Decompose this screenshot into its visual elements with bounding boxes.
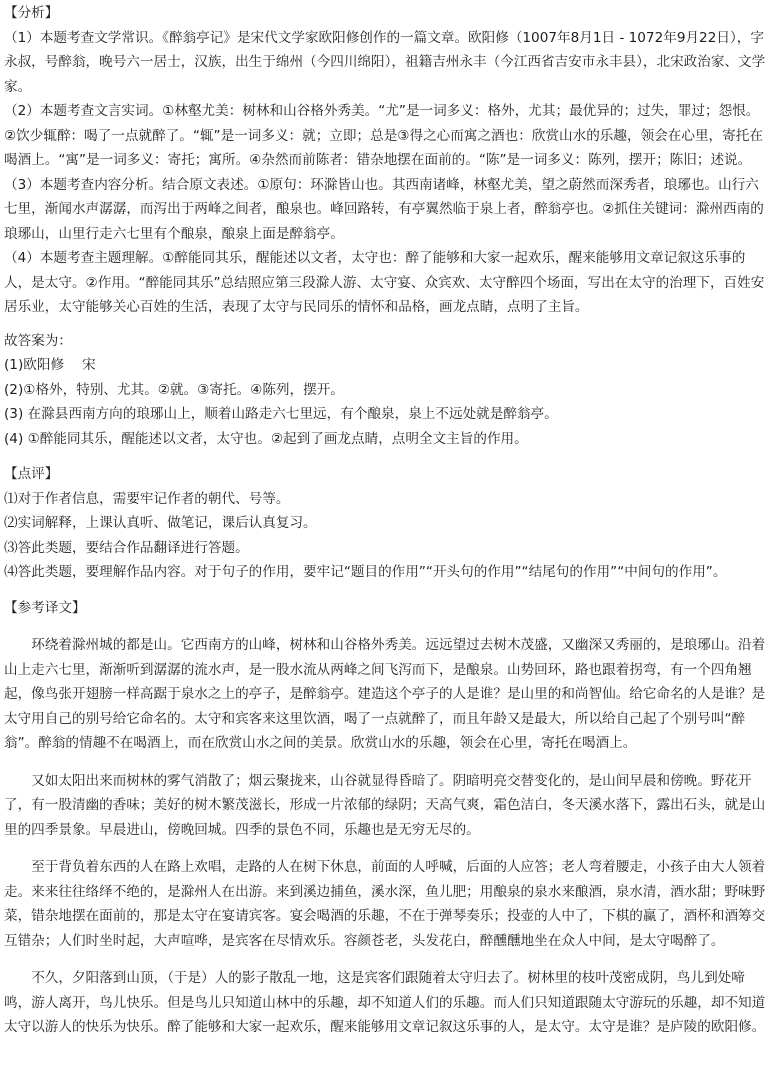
translation-paragraph-4: 不久，夕阳落到山顶，（于是）人的影子散乱一地，这是宾客们跟随着太守归去了。树林里的枝叶茂密成阴，鸟儿到处啼鸣，游人离开，鸟儿快乐。但是鸟儿只知道山林中的乐趣，却不知道人们的乐趣。而人们只知道跟随太守游玩的乐趣，却不知道太守以游人的快乐为快乐。醉了能够和大家一起欢乐，醒来能够用文章记叙这乐事的人，是太守。太守是谁？是庐陵的欧阳修。 [4,970,766,1035]
analysis-item-1: （1）本题考查文学常识。《醉翁亭记》是宋代文学家欧阳修创作的一篇文章。欧阳修（1007年8月1日 - 1072年9月22日），字永叔，号醉翁，晚号六一居士，汉族，出生于绵州（今四川绵阳），祖籍吉州永丰（今江西省吉安市永丰县），北宋政治家、文学家。 [4,29,766,95]
translation-paragraph-3: 至于背负着东西的人在路上欢唱，走路的人在树下休息，前面的人呼喊，后面的人应答；老人弯着腰走，小孩子由大人领着走。来来往往络绎不绝的，是滁州人在出游。来到溪边捕鱼，溪水深，鱼儿肥；用酿泉的泉水来酿酒，泉水清，酒水甜；野味野菜，错杂地摆在面前的，那是太守在宴请宾客。宴会喝酒的乐趣，不在于弹琴奏乐；投壶的人中了，下棋的赢了，酒杯和酒筹交互错杂；人们时坐时起，大声喧哗，是宾客在尽情欢乐。容颜苍老，头发花白，醉醺醺地坐在众人中间，是太守喝醉了。 [4,859,766,949]
analysis-item-2: （2）本题考查文言实词。①林壑尤美：树林和山谷格外秀美。“尤”是一词多义：格外，尤其；最优异的；过失，罪过；怨恨。②饮少辄醉：喝了一点就醉了。“辄”是一词多义：就；立即；总是③得之心而寓之酒也：欣赏山水的乐趣，领会在心里，寄托在喝酒上。“寓”是一词多义：寄托；寓所。④杂然而前陈者：错杂地摆在面前的。“陈”是一词多义：陈列，摆开；陈旧；述说。 [4,103,763,168]
answer-heading: 故答案为： [4,332,72,349]
analysis-item-4: （4）本题考查主题理解。①醉能同其乐，醒能述以文者，太守也：醉了能够和大家一起欢乐，醒来能够用文章记叙这乐事的人，是太守。②作用。“醉能同其乐”总结照应第三段滁人游、太守宴、众宾欢、太守醉四个场面，写出在太守的治理下，百姓安居乐业，太守能够关心百姓的生活，表现了太守与民同乐的情怀和品格，画龙点睛，点明了主旨。 [4,250,765,315]
comment-item-2: ⑵实词解释，上课认真听、做笔记，课后认真复习。 [4,515,317,531]
translation-section [4,596,770,1040]
comment-heading: 【点评】 [4,466,59,482]
answer-item-2: (2)①格外，特别、尤其。②就。③寄托。④陈列，摆开。 [4,381,344,398]
comment-section [4,462,770,585]
translation-paragraph-1: 环绕着滁州城的都是山。它西南方的山峰，树林和山谷格外秀美。远远望过去树木茂盛，又幽深又秀丽的，是琅琊山。沿着山上走六七里，渐渐听到潺潺的流水声，是一股水流从两峰之间飞泻而下，是酿泉。山势回环，路也跟着拐弯，有一个四角翘起，像鸟张开翅膀一样高踞于泉水之上的亭子，是醉翁亭。建造这个亭子的人是谁？是山里的和尚智仙。给它命名的人是谁？是太守用自己的别号给它命名的。太守和宾客来这里饮酒，喝了一点就醉了，而且年龄又是最大，所以给自己起了个别号叫“醉翁”。醉翁的情趣不在喝酒上，而在欣赏山水之间的美景。欣赏山水的乐趣，领会在心里，寄托在喝酒上。 [4,637,766,751]
translation-heading: 【参考译文】 [4,599,86,616]
comment-item-4: ⑷答此类题，要理解作品内容。对于句子的作用，要牢记“题目的作用”“开头句的作用”“结尾句的作用”“中间句的作用”。 [4,564,727,580]
comment-item-1: ⑴对于作者信息，需要牢记作者的朝代、号等。 [4,490,290,507]
comment-item-3: ⑶答此类题，要结合作品翻译进行答题。 [4,539,249,556]
analysis-section [4,1,770,320]
analysis-item-3: （3）本题考查内容分析。结合原文表述。①原句：环滁皆山也。其西南诸峰，林壑尤美，望之蔚然而深秀者，琅琊也。山行六七里，渐闻水声潺潺，而泻出于两峰之间者，酿泉也。峰回路转，有亭翼然临于泉上者，醉翁亭也。②抓住关键词：滁州西南的琅琊山，山里行走六七里有个酿泉，酿泉上面是醉翁亭。 [4,176,764,242]
translation-paragraph-2: 又如太阳出来而树林的雾气消散了；烟云聚拢来，山谷就显得昏暗了。阴暗明亮交替变化的，是山间早晨和傍晚。野花开了，有一股清幽的香味；美好的树木繁茂滋长，形成一片浓郁的绿阴；天高气爽，霜色洁白，冬天溪水落下，露出石头，就是山里的四季景象。早晨进山，傍晚回城。四季的景色不同，乐趣也是无穷无尽的。 [4,772,766,838]
answer-item-1: (1)欧阳修 宋 [4,357,96,373]
analysis-heading: 【分析】 [4,5,59,21]
answer-item-3: (3) 在滁县西南方向的琅琊山上，顺着山路走六七里远，有个酿泉，泉上不远处就是醉翁亭。 [4,406,558,422]
answer-item-4: (4) ①醉能同其乐，醒能述以文者，太守也。②起到了画龙点睛，点明全文主旨的作用。 [4,430,528,447]
answer-section [4,329,770,452]
